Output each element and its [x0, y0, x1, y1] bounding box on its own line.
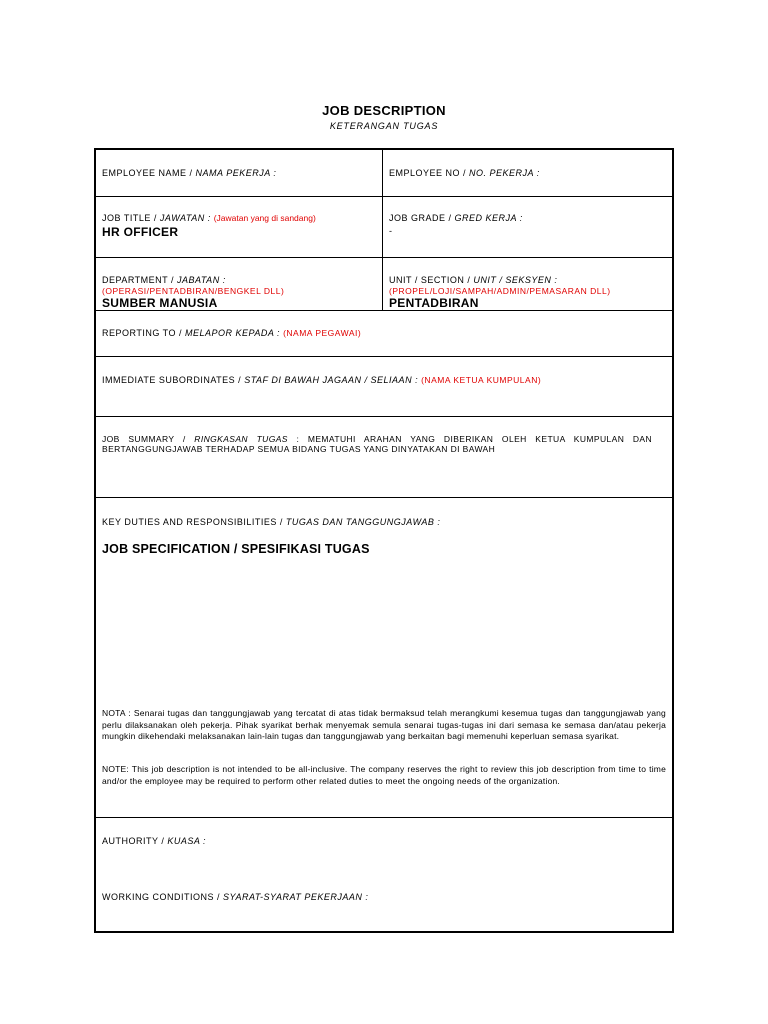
job-grade-field[interactable]: [389, 213, 523, 224]
job-grade-label-ms: GRED KERJA :: [454, 213, 523, 223]
subordinates-label-ms: STAF DI BAWAH JAGAAN / SELIAAN :: [244, 375, 419, 385]
nota-malay: NOTA : Senarai tugas dan tanggungjawab yang tercatat di atas tidak bermaksud telah merangkumi kesemua tugas dan tanggungjawab yang perlu dilaksanakan oleh pekerja. Pihak syarikat berhak menyemak semula senarai tugas-tugas ini dari semasa ke semasa dan/atau pekerja mungkin dikehendaki melaksanakan lain-lain tugas dan tanggungjawab yang berkaitan bagi memenuhi keperluan semasa syarikat.: [102, 708, 666, 741]
column-divider: [382, 197, 383, 258]
job-summary-field[interactable]: [102, 434, 652, 454]
job-title-label: JOB TITLE /: [102, 213, 160, 223]
working-conditions-label-ms: SYARAT-SYARAT PEKERJAAN :: [223, 892, 369, 902]
job-grade-label: JOB GRADE /: [389, 213, 455, 223]
row-authority: [96, 818, 672, 931]
job-summary-text: : MEMATUHI ARAHAN YANG DIBERIKAN OLEH KETUA KUMPULAN DAN BERTANGGUNGJAWAB TERHADAP SEMUA BIDANG TUGAS YANG DINYATAKAN DI BAWAH: [102, 434, 652, 454]
employee-no-label: EMPLOYEE NO /: [389, 168, 470, 178]
row-key-duties: [96, 498, 672, 818]
job-title-label-ms: JAWATAN :: [159, 213, 211, 223]
department-label-ms: JABATAN :: [177, 275, 226, 285]
key-duties-label-ms: TUGAS DAN TANGGUNGJAWAB :: [285, 517, 441, 527]
employee-no-label-ms: NO. PEKERJA :: [469, 168, 540, 178]
authority-field[interactable]: [102, 836, 206, 847]
authority-label: AUTHORITY /: [102, 836, 168, 846]
employee-name-field[interactable]: [102, 168, 276, 179]
row-employee: [96, 150, 672, 197]
job-title-value: HR OFFICER: [102, 225, 179, 239]
department-value: SUMBER MANUSIA: [102, 296, 218, 310]
unit-section-label: UNIT / SECTION /: [389, 275, 474, 285]
job-summary-label: JOB SUMMARY /: [102, 434, 195, 444]
reporting-to-hint: (NAMA PEGAWAI): [283, 328, 362, 338]
row-department: [96, 258, 672, 311]
unit-section-field[interactable]: [389, 275, 557, 286]
unit-section-label-ms: UNIT / SEKSYEN :: [473, 275, 558, 285]
subordinates-hint: (NAMA KETUA KUMPULAN): [421, 375, 542, 385]
row-reporting-to: [96, 311, 672, 357]
key-duties-label: KEY DUTIES AND RESPONSIBILITIES /: [102, 517, 286, 527]
document-subtitle: KETERANGAN TUGAS: [329, 121, 439, 131]
job-title-field[interactable]: [102, 213, 316, 224]
note-english: NOTE: This job description is not intended to be all-inclusive. The company reserves the right to review this job description from time to time and/or the employee may be required to perform other related duties to meet the ongoing needs of the organization.: [102, 764, 666, 786]
row-subordinates: [96, 357, 672, 417]
unit-section-hint: (PROPEL/LOJI/SAMPAH/ADMIN/PEMASARAN DLL): [389, 286, 611, 296]
row-job-title: [96, 197, 672, 258]
employee-name-label-ms: NAMA PEKERJA :: [195, 168, 277, 178]
working-conditions-field[interactable]: [102, 892, 368, 903]
job-description-form: [94, 148, 674, 933]
job-grade-value: -: [389, 226, 393, 236]
department-label: DEPARTMENT /: [102, 275, 178, 285]
job-title-hint: (Jawatan yang di sandang): [213, 213, 316, 223]
document-title: JOB DESCRIPTION: [322, 103, 446, 118]
employee-name-label: EMPLOYEE NAME /: [102, 168, 196, 178]
subordinates-label: IMMEDIATE SUBORDINATES /: [102, 375, 245, 385]
column-divider: [382, 150, 383, 197]
reporting-to-label: REPORTING TO /: [102, 328, 186, 338]
department-field[interactable]: [102, 275, 226, 286]
job-summary-label-ms: RINGKASAN TUGAS: [194, 434, 288, 444]
job-specification-heading: JOB SPECIFICATION / SPESIFIKASI TUGAS: [102, 542, 370, 556]
column-divider: [382, 258, 383, 311]
subordinates-field[interactable]: [102, 375, 541, 386]
authority-label-ms: KUASA :: [167, 836, 207, 846]
reporting-to-label-ms: MELAPOR KEPADA :: [185, 328, 281, 338]
unit-section-value: PENTADBIRAN: [389, 296, 479, 310]
reporting-to-field[interactable]: [102, 328, 361, 339]
department-hint: (OPERASI/PENTADBIRAN/BENGKEL DLL): [102, 286, 285, 296]
employee-no-field[interactable]: [389, 168, 540, 179]
key-duties-field[interactable]: [102, 517, 440, 528]
row-job-summary: [96, 417, 672, 498]
working-conditions-label: WORKING CONDITIONS /: [102, 892, 224, 902]
